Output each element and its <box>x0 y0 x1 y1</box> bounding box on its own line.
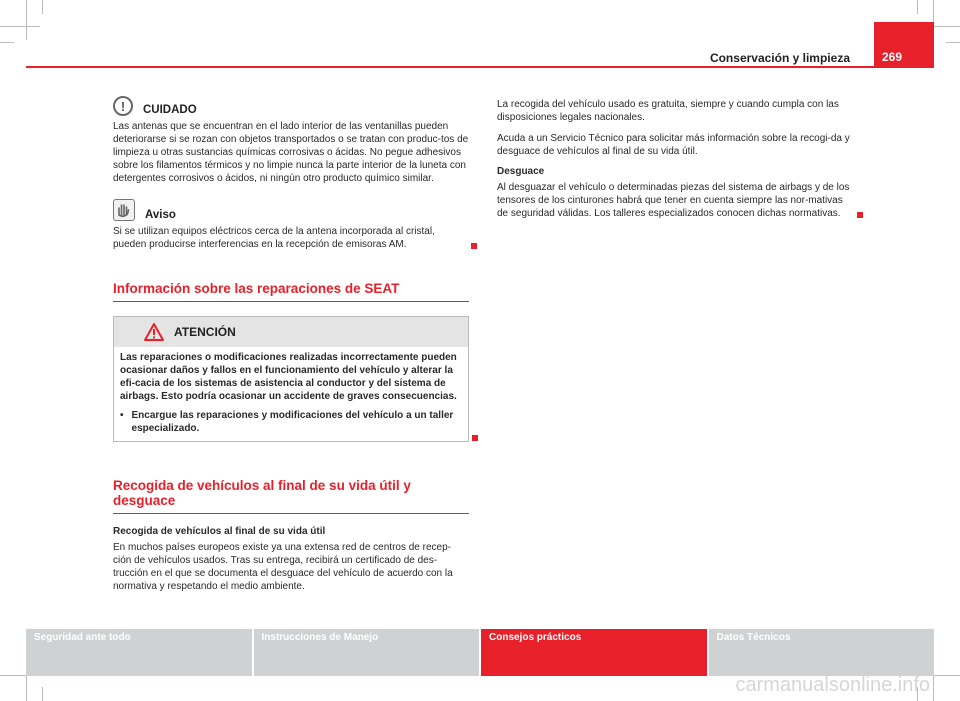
atencion-bullet-item <box>120 409 462 435</box>
desguace-text: Al desguazar el vehículo o determinadas piezas del sistema de airbags y de los tensores de los cinturones habrá que tener en cuenta siempre las nor-mativas de seguridad válidas. Los talleres especializados conocen dichas normativas. <box>497 182 850 219</box>
atencion-heading <box>114 317 468 347</box>
bullet-icon: • <box>120 410 124 421</box>
right-paragraph-3 <box>497 181 853 220</box>
crop-mark <box>0 26 40 27</box>
tab-consejos[interactable]: Consejos prácticos <box>481 629 707 676</box>
section-repairs-title: Información sobre las reparaciones de SEAT <box>113 281 469 302</box>
cuidado-note <box>113 96 469 185</box>
aviso-heading <box>113 199 469 221</box>
page-number-box <box>874 22 934 68</box>
watermark: carmanualsonline.info <box>735 674 930 696</box>
hand-note-icon <box>113 199 135 221</box>
cuidado-label: CUIDADO <box>143 104 197 116</box>
right-paragraph-2: Acuda a un Servicio Técnico para solicitar más información sobre la recogi-da y desguace de vehículos al final de su vida útil. <box>497 133 850 157</box>
crop-mark <box>26 0 27 40</box>
aviso-note <box>113 199 469 251</box>
chapter-tabs <box>26 629 934 676</box>
crop-mark <box>946 42 960 43</box>
atencion-label: ATENCIÓN <box>174 325 236 339</box>
cuidado-heading <box>113 96 469 116</box>
atencion-text: Las reparaciones o modificaciones realizadas incorrectamente pueden ocasionar daños y fallos en el funcionamiento del vehículo y alterar la efi-cacia de los sistemas de asistencia al conductor y del sistema de airbags. Esto podría ocasionar un accidente de graves consecuencias. <box>120 352 457 402</box>
atencion-bullet-text: Encargue las reparaciones y modificaciones del vehículo a un taller especializado. <box>131 410 454 434</box>
right-paragraph-1: La recogida del vehículo usado es gratuita, siempre y cuando cumpla con las disposiciones legales nacionales. <box>497 99 839 123</box>
aviso-label: Aviso <box>145 209 176 221</box>
end-of-section-marker <box>472 435 478 441</box>
crop-mark <box>42 687 43 701</box>
aviso-text <box>113 225 469 251</box>
end-of-life-text: En muchos países europeos existe ya una extensa red de centros de recep-ción de vehículos usados. Tras su entrega, recibirá un certificado de des-trucción en el que se documenta el desguace del vehículo de acuerdo con la normativa y respetando el medio ambiente. <box>113 542 453 592</box>
crop-mark <box>917 0 918 14</box>
page-number: 269 <box>882 50 903 64</box>
tab-instrucciones[interactable]: Instrucciones de Manejo <box>254 629 480 676</box>
section-repairs <box>113 281 469 442</box>
tab-datos-tecnicos[interactable]: Datos Técnicos <box>709 629 935 676</box>
end-of-section-marker <box>471 243 477 249</box>
section-end-of-life <box>113 478 469 593</box>
warning-triangle-icon <box>144 323 164 341</box>
crop-mark <box>0 42 14 43</box>
left-column <box>113 96 469 593</box>
header-rule <box>26 66 934 68</box>
caution-icon: ! <box>113 96 133 116</box>
desguace-subheading: Desguace <box>497 166 545 177</box>
crop-mark <box>42 0 43 14</box>
section-end-of-life-title: Recogida de vehículos al final de su vida útil y desguace <box>113 478 469 514</box>
atencion-box <box>113 316 469 442</box>
end-of-life-subheading: Recogida de vehículos al final de su vida útil <box>113 526 326 537</box>
right-column <box>497 98 853 220</box>
tab-seguridad[interactable]: Seguridad ante todo <box>26 629 252 676</box>
atencion-body <box>114 347 468 441</box>
running-header-title: Conservación y limpieza <box>709 51 850 65</box>
end-of-section-marker <box>857 212 863 218</box>
cuidado-text: Las antenas que se encuentran en el lado interior de las ventanillas pueden deteriorarse si se rozan con objetos transportados o se tratan con produc-tos de limpieza u otras sustancias químicas corrosivas o ácidas. No pegue adhesivos sobre los filamentos térmicos y no limpie nunca la parte interior de la luneta con detergentes corrosivos o ácidos, ni ningún otro producto químico similar. <box>113 121 469 184</box>
aviso-text-content: Si se utilizan equipos eléctricos cerca de la antena incorporada al cristal, pueden producirse interferencias en la recepción de emisoras AM. <box>113 226 435 250</box>
